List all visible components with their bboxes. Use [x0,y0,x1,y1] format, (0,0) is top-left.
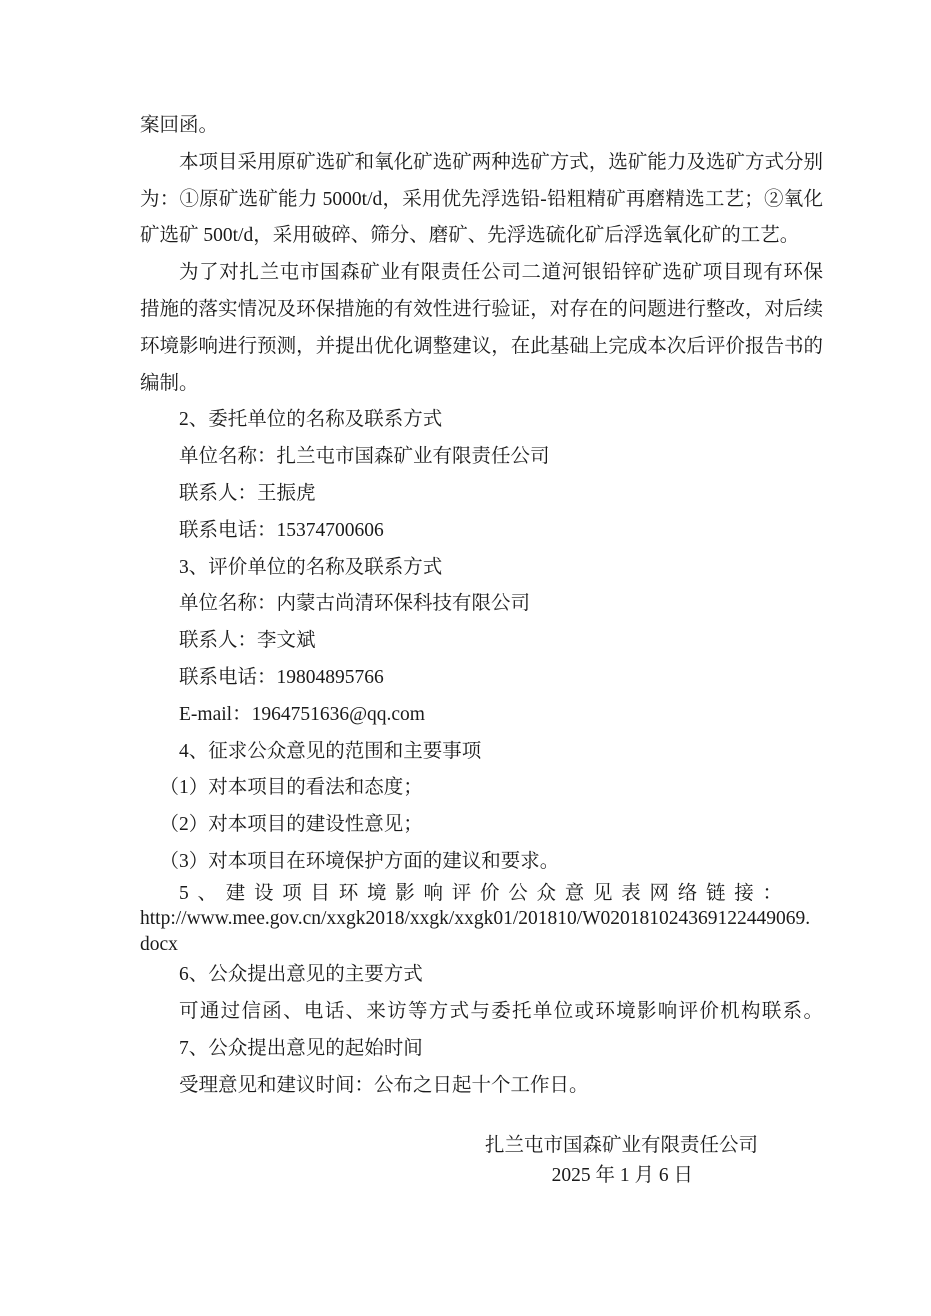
url-line[interactable]: http://www.mee.gov.cn/xxgk2018/xxgk/xxgk01/201810/W020181024369122449069. [140,908,811,930]
signature-block [140,1131,823,1191]
body-line: 环境影响进行预测，并提出优化调整建议，在此基础上完成本次后评价报告书的 [140,335,823,357]
body-line: 受理意见和建议时间：公布之日起十个工作日。 [179,1074,589,1096]
body-line: 措施的落实情况及环保措施的有效性进行验证，对存在的问题进行整改，对后续 [140,298,823,320]
body-line: 案回函。 [140,115,219,136]
body-line: 矿选矿 500t/d，采用破碎、筛分、磨矿、先浮选硫化矿后浮选氧化矿的工艺。 [140,225,800,247]
section-heading: 2、委托单位的名称及联系方式 [179,409,443,431]
contact-line: 单位名称：扎兰屯市国森矿业有限责任公司 [179,446,550,468]
body-line: 本项目采用原矿选矿和氧化矿选矿两种选矿方式，选矿能力及选矿方式分别 [179,151,823,173]
signature-date: 2025 年 1 月 6 日 [551,1165,693,1187]
contact-line: 联系电话：15374700606 [179,519,384,541]
document-body [140,108,823,1104]
contact-line: 联系人：王振虎 [179,482,316,504]
body-line: 为了对扎兰屯市国森矿业有限责任公司二道河银铅锌矿选矿项目现有环保 [179,262,823,284]
section-heading: 6、公众提出意见的主要方式 [179,964,423,986]
body-line: 为：①原矿选矿能力 5000t/d，采用优先浮选铅-铅粗精矿再磨精选工艺；②氧化 [140,188,823,210]
section-heading: 5、建设项目环境影响评价公众意见表网络链接： [179,882,791,904]
section-heading: 4、征求公众意见的范围和主要事项 [179,740,482,762]
contact-line: 联系电话：19804895766 [179,666,384,688]
signature-company: 扎兰屯市国森矿业有限责任公司 [484,1135,758,1157]
list-item: （1）对本项目的看法和态度； [159,777,423,799]
url-line[interactable]: docx [140,933,178,955]
section-heading: 3、评价单位的名称及联系方式 [179,556,443,578]
section-heading: 7、公众提出意见的起始时间 [179,1037,423,1059]
contact-line: 联系人：李文斌 [179,630,316,652]
list-item: （2）对本项目的建设性意见； [159,814,423,836]
body-line: 可通过信函、电话、来访等方式与委托单位或环境影响评价机构联系。 [179,1001,823,1023]
list-item: （3）对本项目在环境保护方面的建议和要求。 [159,850,560,872]
contact-line: E-mail：1964751636@qq.com [179,703,425,725]
body-line: 编制。 [140,372,199,394]
contact-line: 单位名称：内蒙古尚清环保科技有限公司 [179,593,531,615]
document-content [140,108,823,1191]
